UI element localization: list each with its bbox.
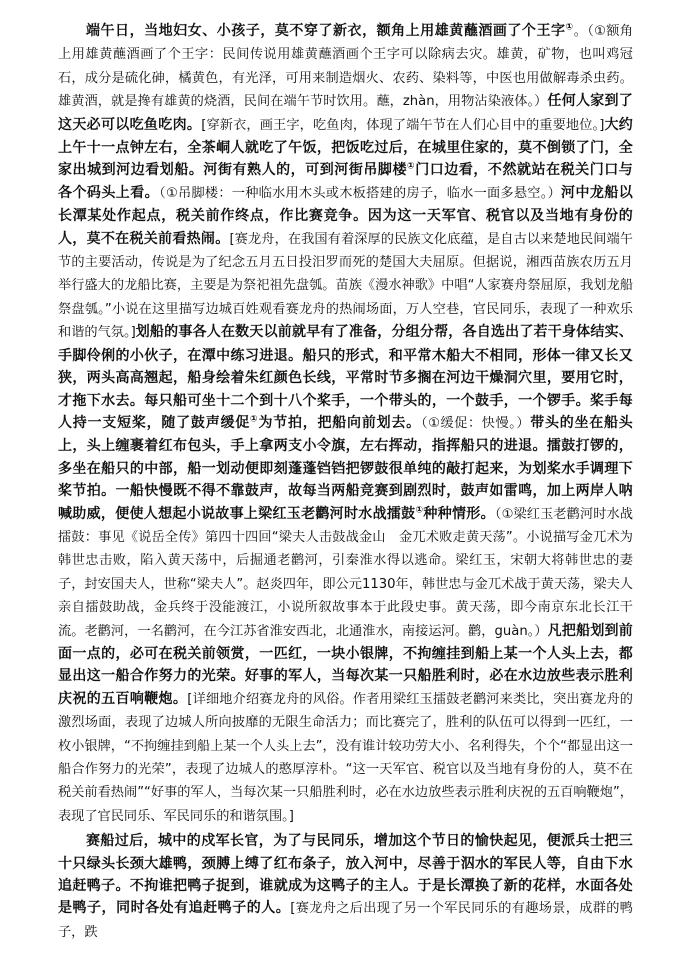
main-text: 种种情形。 — [423, 505, 495, 522]
footnote-marker: ① — [407, 161, 416, 172]
paragraph-2 — [58, 830, 633, 944]
main-text: 端午日，当地妇女、小孩子，莫不穿了新衣，额角上用雄黄蘸酒画了个王字 — [86, 23, 566, 39]
annotation-text: （①吊脚楼：一种临水用木头或木板搭建的房子，临水一面多悬空。） — [159, 185, 562, 201]
commentary-text: [赛龙舟，在我国有着深厚的民族文化底蕴，是自古以来楚地民间端午节的主要活动，传说是为了纪念五月五日投汨罗而死的楚国大夫屈原。但据说，湘西苗族农历五月举行盛大的龙船比赛，主要是为祭祀祖先盘瓠。苗族《漫水神歌》中唱“人家赛舟祭屈原，我划龙船祭盘瓠。”小说在这里描写边城百姓观看赛龙舟的热闹场面，万人空巷，官民同乐，表现了一种欢乐和谐的气氛。] — [58, 231, 633, 341]
paragraph-1 — [58, 20, 633, 828]
main-text: 赛船过后，城中的戍军长官，为了与民同乐，增加这个节日的愉快起见，便派兵士把三十只绿头长颈大雄鸭，颈膊上缚了红布条子，放入河中，尽善于泅水的军民人等，自由下水追赶鸭子。不拘谁把鸭子捉到，谁就成为这鸭子的主人。于是长潭换了新的花样，水面各处是鸭子，同时各处有追赶鸭子的人。 — [58, 833, 633, 917]
commentary-text: [穿新衣，画王字，吃鱼肉，体现了端午节在人们心目中的重要地位。] — [201, 117, 605, 133]
main-text: 凡把船划到前面一点的，必可在税关前领赏，一匹红，一块小银牌，不拘缠挂到船上某一个人头上去，都显出这一船合作努力的光荣。好事的军人，当每次某一只船胜利时，必在水边放些表示胜利庆祝的五百响鞭炮。 — [58, 622, 633, 707]
footnote-marker: ① — [415, 504, 424, 515]
main-text: 带头的坐在船头上，头上缠裹着红布包头，手上拿两支小令旗，左右挥动，指挥船只的进退。擂鼓打锣的，多坐在船只的中部，船一划动便即刻蓬蓬铛铛把锣鼓很单纯的敲打起来，为划桨水手调理下桨节拍。一船快慢既不得不靠鼓声，故每当两船竞赛到剧烈时，鼓声如雷鸣，加上两岸人呐喊助威，便使人想起小说故事上梁红玉老鹳河时水战擂鼓 — [58, 414, 634, 522]
annotation-text: （①梁红玉老鹳河时水战擂鼓：事见《说岳全传》第四十四回“梁夫人击鼓战金山 金兀术败走黄天荡”。小说描写金兀术为韩世忠击败，陷入黄天荡中，后掘通老鹳河，引秦淮水得以逃命。梁红玉，宋朝大将韩世忠的妻子，封安国夫人，世称“梁夫人”。赵炎四年，即公元1130年，韩世忠与金兀术战于黄天荡，梁夫人亲自擂鼓助战，金兵终于没能渡江，小说所叙故事本于此段史事。黄天荡，即今南京东北长江干流。老鹳河，一名鹳河，在今江苏省淮安西北，北通淮水，南接运河。鹳，guàn。） — [58, 506, 633, 639]
footnote-marker: ① — [565, 22, 574, 33]
main-text: 河中龙船以长潭某处作起点，税关前作终点，作比赛竞争。因为这一天军官、税官以及当地有身份的人，莫不在税关前看热闹。 — [58, 184, 634, 247]
main-text: 大约上午十一点钟左右，全茶峒人就吃了午饭，把饭吃过后，在城里住家的，莫不倒锁了门，全家出城到河边看划船。河街有熟人的，可到河街吊脚楼 — [58, 116, 634, 179]
main-text: 任何人家到了这天必可以吃鱼吃肉。 — [58, 93, 634, 133]
document-page — [58, 20, 633, 944]
annotation-text: 。（①额角上用雄黄蘸酒画了个王字：民间传说用雄黄蘸酒画个王字可以除病去灾。雄黄，矿物，也叫鸡冠石，成分是硫化砷，橘黄色，有光泽，可用来制造烟火、农药、染料等，中医也用做解毒杀虫药。雄黄酒，就是搀有雄黄的烧酒，民间在端午节时饮用。蘸，zhàn，用物沾染液体。） — [58, 24, 633, 110]
main-text: 为节拍，把船向前划去。 — [258, 414, 421, 431]
main-text: 划船的事各人在数天以前就早有了准备，分组分帮，各自选出了若干身体结实、手脚伶俐的小伙子，在潭中练习进退。船只的形式，和平常木船大不相同，形体一律又长又狭，两头高高翘起，船身绘着朱红颜色长线，平常时节多搁在河边干燥洞穴里，要用它时，才拖下水去。每只船可坐十二个到十八个桨手，一个带头的，一个鼓手，一个锣手。桨手每人持一支短桨，随了鼓声缓促 — [58, 324, 633, 431]
annotation-text: （①缓促：快慢。） — [420, 415, 531, 431]
commentary-text: [赛龙舟之后出现了另一个军民同乐的有趣场景，成群的鸭子，跌 — [58, 901, 633, 940]
footnote-marker: ① — [250, 414, 259, 425]
commentary-text: [详细地介绍赛龙舟的风俗。作者用梁红玉擂鼓老鹳河来类比，突出赛龙舟的激烈场面，表现了边城人所向披靡的无限生命活力；而比赛完了，胜利的队伍可以得到一匹红，一枚小银牌，“不拘缠挂到船上某一个人头上去”，没有谁计较功劳大小、名利得失，个个“都显出这一船合作努力的光荣”，表现了边城人的憨厚淳朴。“这一天军官、税官以及当地有身份的人，莫不在税关前看热闹”“好事的军人，当每次某一只船胜利时，必在水边放些表示胜利庆祝的五百响鞭炮”，表现了官民同乐、军民同乐的和谐氛围。] — [58, 691, 633, 824]
main-text: 门口边看，不然就站在税关门口与各个码头上看。 — [58, 162, 633, 201]
